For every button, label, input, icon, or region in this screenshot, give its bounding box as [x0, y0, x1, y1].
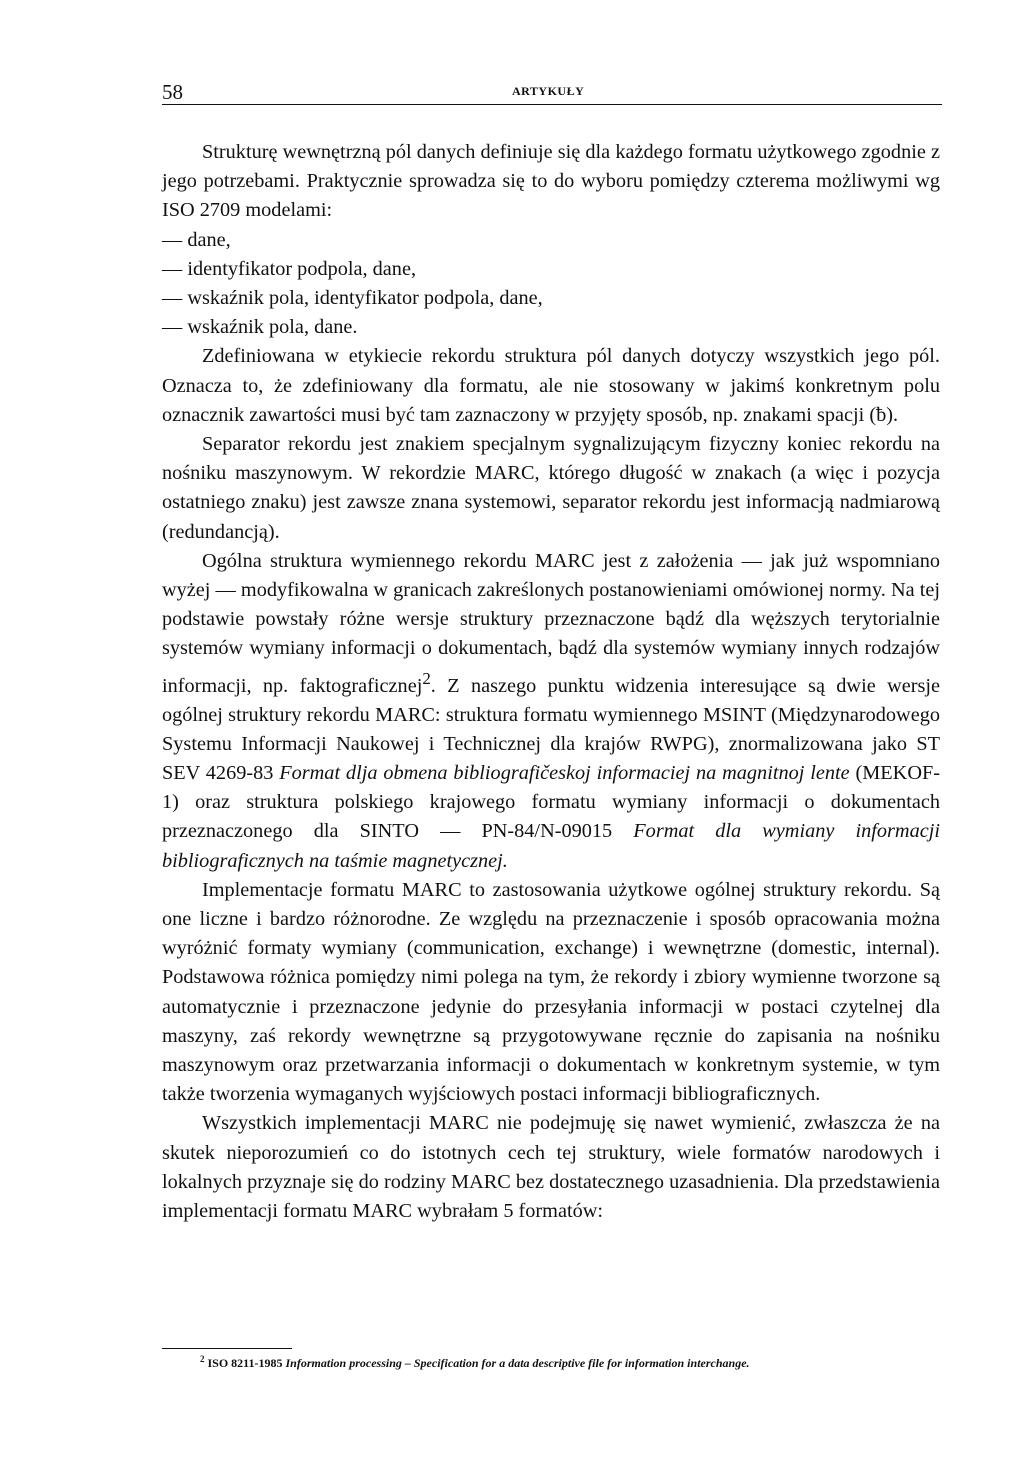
- text-run: Zdefiniowana w etykiecie rekordu struktura pól danych dotyczy wszystkich jego pól. Oznacza to, że zdefiniowany dla formatu, ale nie stosowany w jakimś konkretnym polu oznacznik zawartości musi być tam zaznaczony w przyjęty sposób, np. znakami spacji (ƀ).: [162, 345, 940, 426]
- italic-title: Format dla wymiany informacji bibliograficznych na taśmie magnetycznej.: [162, 820, 940, 872]
- text-run: Ogólna struktura wymiennego rekordu MARC jest z założenia — jak już wspomniano wyżej — modyfikowalna w granicach zakreślonych postanowieniami omówionej normy. Na tej podstawie powstały różne wersje struktury przeznaczone bądź dla węższych terytorialnie systemów wymiany informacji o dokumentach, bądź dla systemów wymiany innych rodzajów informacji, np. faktograficznej: [162, 549, 940, 697]
- italic-title: Format dlja obmena bibliografičeskoj informaciej na magnitnoj lente: [279, 762, 850, 785]
- paragraph: [162, 876, 940, 1110]
- text-run: Wszystkich implementacji MARC nie podejmuję się nawet wymienić, zwłaszcza że na skutek nieporozumień co do istotnych cech tej struktury, wiele formatów narodowych i lokalnych przyznaje się do rodziny MARC bez dostatecznego uzasadnienia. Dla przedstawienia implementacji formatu MARC wybrałam 5 formatów:: [162, 1112, 940, 1223]
- text-run: — identyfikator podpola, dane,: [162, 257, 417, 280]
- footnote-title: Information processing – Specification for a data descriptive file for information interchange.: [285, 1356, 750, 1370]
- text-run: — wskaźnik pola, dane.: [162, 316, 358, 339]
- list-item: [162, 226, 940, 255]
- running-head: ARTYKUŁY: [512, 84, 585, 98]
- text-run: — dane,: [162, 228, 231, 251]
- footnote-rule: [162, 1348, 292, 1349]
- list-item: [162, 284, 940, 313]
- paragraph: [162, 547, 940, 876]
- footnote-text: ISO 8211-1985: [207, 1356, 286, 1370]
- page-header: [162, 80, 942, 105]
- text-run: Separator rekordu jest znakiem specjalnym sygnalizującym fizyczny koniec rekordu na nośniku maszynowym. W rekordzie MARC, którego długość w znakach (a więc i pozycja ostatniego znaku) jest zawsze znana systemowi, separator rekordu jest informacją nadmiarową (redundancją).: [162, 433, 940, 543]
- footnote-marker: 2: [200, 1354, 205, 1364]
- list-item: [162, 255, 940, 284]
- text-run: . Z naszego punktu widzenia interesujące są dwie wersje ogólnej struktury rekordu MARC: struktura formatu wymiennego MSINT (Międzynarodowego Systemu Informacji Naukowej i Technicznej dla krajów RWPG), znormalizowana jako ST SEV 4269-83: [162, 674, 940, 785]
- footnote: [200, 1354, 940, 1371]
- paragraph: [162, 342, 940, 430]
- text-run: Strukturę wewnętrzną pól danych definiuje się dla każdego formatu użytkowego zgodnie z jego potrzebami. Praktycznie sprowadza się to do wyboru pomiędzy czterema możliwymi wg ISO 2709 modelami:: [162, 141, 940, 222]
- text-run: — wskaźnik pola, identyfikator podpola, dane,: [162, 287, 543, 310]
- page-number: 58: [162, 80, 183, 104]
- footnote-reference: 2: [422, 668, 431, 688]
- paragraph: [162, 138, 940, 226]
- article-body: [162, 138, 940, 1226]
- text-run: (MEKOF-1) oraz struktura polskiego krajowego formatu wymiany informacji o dokumentach przeznaczonego dla SINTO — PN-84/N-09015: [162, 762, 941, 843]
- paragraph: [162, 1109, 940, 1226]
- paragraph: [162, 430, 940, 547]
- text-run: Implementacje formatu MARC to zastosowania użytkowe ogólnej struktury rekordu. Są one liczne i bardzo różnorodne. Ze względu na przeznaczenie i sposób opracowania można wyróżnić formaty wymiany (communication, exchange) i wewnętrzne (domestic, internal). Podstawowa różnica pomiędzy nimi polega na tym, że rekordy i zbiory wymienne tworzone są automatycznie i przeznaczone jedynie do przesyłania informacji w postaci czytelnej dla maszyny, zaś rekordy wewnętrzne są przygotowywane ręcznie do zapisania na nośniku maszynowym oraz przetwarzania informacji o dokumentach w konkretnym systemie, w tym także tworzenia wymaganych wyjściowych postaci informacji bibliograficznych.: [162, 878, 940, 1106]
- list-item: [162, 313, 940, 342]
